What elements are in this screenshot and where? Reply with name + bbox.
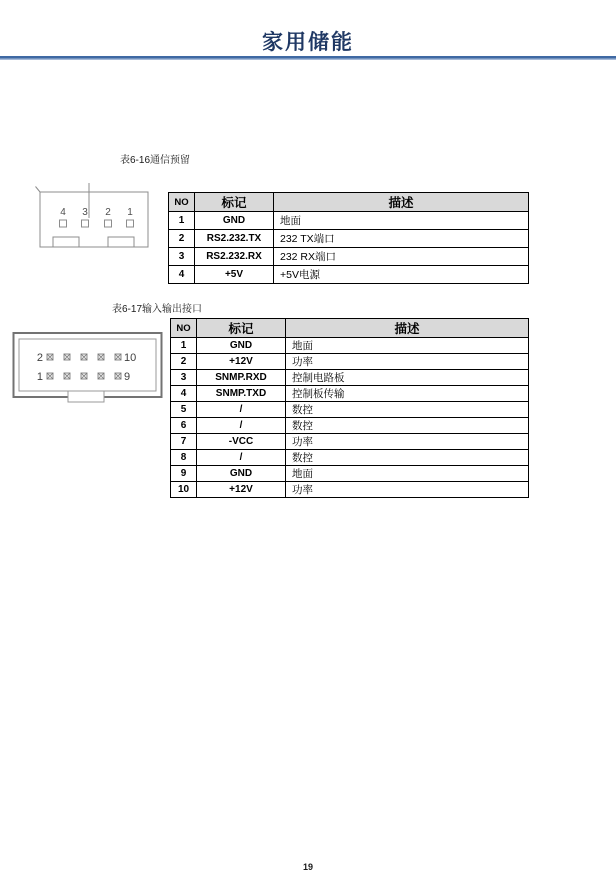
table-cell: 4: [171, 386, 197, 402]
table-row: [171, 450, 529, 466]
table-cell: 9: [171, 466, 197, 482]
table-cell: 2: [171, 354, 197, 370]
table-cell: SNMP.RXD: [197, 370, 286, 386]
table-cell: 232 RX端口: [274, 248, 529, 266]
table-cell: 控制电路板: [286, 370, 529, 386]
connector-inner-body: [19, 339, 156, 391]
col-header-mark: 标记: [197, 319, 286, 338]
table-cell: GND: [197, 466, 286, 482]
keying-notch: [53, 237, 79, 247]
table-cell: RS2.232.RX: [195, 248, 274, 266]
table-cell: /: [197, 450, 286, 466]
table-cell: 6: [171, 418, 197, 434]
table-cell: 5: [171, 402, 197, 418]
pin-square: [60, 220, 67, 227]
table-cell: 地面: [286, 338, 529, 354]
table-cell: 7: [171, 434, 197, 450]
pin-square: [105, 220, 112, 227]
table-row: [171, 482, 529, 498]
table-header-row: [169, 193, 529, 212]
table-cell: 3: [169, 248, 195, 266]
table-row: [171, 434, 529, 450]
table-row: [169, 212, 529, 230]
table-row: [169, 230, 529, 248]
pin-label-1: 1: [36, 371, 43, 383]
table-cell: +12V: [197, 354, 286, 370]
table-cell: 功率: [286, 354, 529, 370]
pin-label-10: 10: [124, 352, 137, 364]
connector-outer-body: [14, 333, 162, 397]
pin-label-2: 2: [105, 207, 111, 218]
table-cell: 功率: [286, 434, 529, 450]
table-cell: 3: [171, 370, 197, 386]
col-header-desc: 描述: [286, 319, 529, 338]
table-cell: +12V: [197, 482, 286, 498]
table-cell: 数控: [286, 402, 529, 418]
col-header-no: NO: [169, 193, 195, 212]
pin-square-grid: [47, 354, 121, 379]
bottom-tab: [68, 391, 104, 402]
table-cell: 8: [171, 450, 197, 466]
table-cell: 数控: [286, 418, 529, 434]
table-header-row: [171, 319, 529, 338]
keying-notch: [108, 237, 134, 247]
table-cell: 1: [169, 212, 195, 230]
table-cell: +5V电源: [274, 266, 529, 284]
table-cell: GND: [197, 338, 286, 354]
table-cell: 10: [171, 482, 197, 498]
table-6-16-caption: 表6-16通信预留: [120, 155, 191, 166]
table-row: [169, 266, 529, 284]
table-row: [171, 354, 529, 370]
table-row: [171, 466, 529, 482]
table-row: [171, 338, 529, 354]
corner-tick: [36, 187, 41, 193]
table-cell: -VCC: [197, 434, 286, 450]
connector-10pin-diagram: [12, 330, 164, 408]
page-title: 家用储能: [262, 31, 354, 54]
table-cell: 功率: [286, 482, 529, 498]
table-cell: 数控: [286, 450, 529, 466]
pin-label-3: 3: [82, 207, 88, 218]
table-cell: /: [197, 402, 286, 418]
pin-label-9: 9: [124, 371, 131, 383]
table-cell: 1: [171, 338, 197, 354]
table-cell: 4: [169, 266, 195, 284]
pin-label-2: 2: [36, 352, 43, 364]
col-header-no: NO: [171, 319, 197, 338]
table-row: [171, 402, 529, 418]
table-row: [171, 370, 529, 386]
pin-label-4: 4: [60, 207, 66, 218]
table-6-16: [168, 192, 529, 284]
pin-square: [82, 220, 89, 227]
pin-label-1: 1: [127, 207, 133, 218]
table-row: [171, 418, 529, 434]
table-cell: 控制板传输: [286, 386, 529, 402]
col-header-desc: 描述: [274, 193, 529, 212]
table-cell: 2: [169, 230, 195, 248]
table-cell: 地面: [274, 212, 529, 230]
table-cell: +5V: [195, 266, 274, 284]
table-cell: /: [197, 418, 286, 434]
table-6-17-caption: 表6-17输入输出接口: [112, 304, 203, 315]
pin-square: [127, 220, 134, 227]
header-divider: [0, 56, 616, 60]
table-row: [171, 386, 529, 402]
connector-4pin-diagram: [34, 180, 154, 255]
col-header-mark: 标记: [195, 193, 274, 212]
table-row: [169, 248, 529, 266]
table-cell: 地面: [286, 466, 529, 482]
table-cell: 232 TX端口: [274, 230, 529, 248]
table-cell: RS2.232.TX: [195, 230, 274, 248]
table-cell: GND: [195, 212, 274, 230]
page-number: 19: [302, 862, 313, 872]
table-cell: SNMP.TXD: [197, 386, 286, 402]
table-6-17: [170, 318, 529, 498]
